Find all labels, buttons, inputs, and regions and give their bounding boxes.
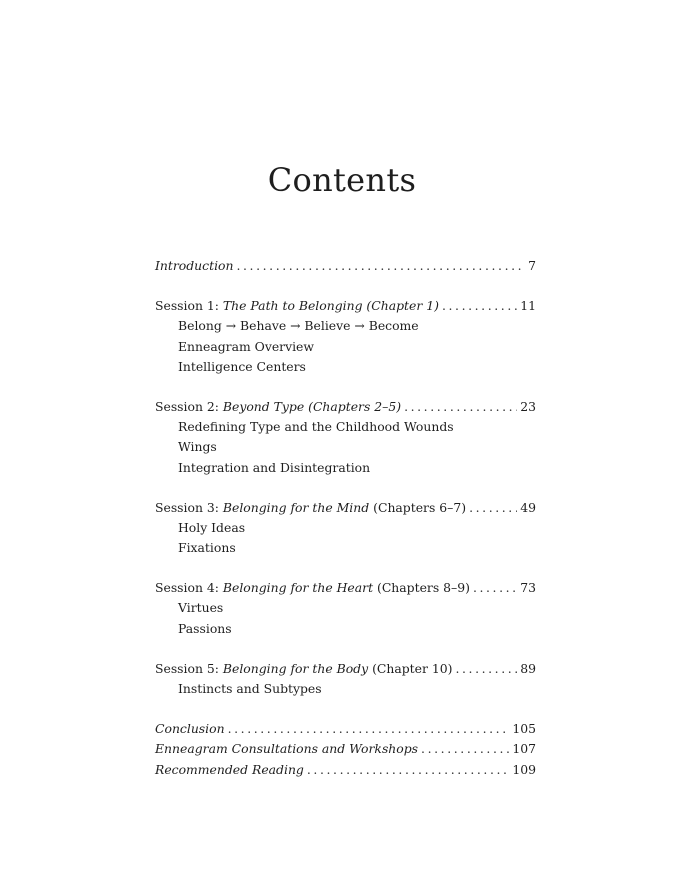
- toc-entry-session-3: [155, 498, 536, 518]
- toc-entry-introduction: [155, 256, 536, 276]
- toc-entry-label: Session 5: Belonging for the Body (Chapter 10): [155, 660, 453, 676]
- page-number: 73: [520, 580, 536, 596]
- toc-entry-consultations: [155, 739, 536, 759]
- dot-leader: [228, 719, 510, 739]
- toc-subtopic: Instincts and Subtypes: [178, 681, 322, 696]
- toc-subtopic: Virtues: [178, 600, 224, 616]
- page-number: 105: [512, 721, 536, 737]
- toc-subtopic: Integration and Disintegration: [178, 459, 371, 475]
- toc-entry-conclusion: [155, 719, 536, 739]
- table-of-contents: [155, 256, 536, 780]
- toc-subtopic: Redefining Type and the Childhood Wounds: [178, 419, 454, 435]
- dot-leader: [442, 296, 517, 316]
- toc-entry-label: Session 2: Beyond Type (Chapters 2–5): [155, 398, 402, 414]
- toc-entry-recommended-reading: [155, 760, 536, 780]
- dot-leader: [473, 578, 517, 598]
- page-title: Contents: [267, 161, 417, 199]
- toc-entry-label: Conclusion: [155, 721, 225, 737]
- toc-entry-label: Introduction: [155, 258, 234, 273]
- toc-entry-label: Enneagram Consultations and Workshops: [155, 741, 419, 757]
- toc-entry-label: Session 1: The Path to Belonging (Chapter 1): [155, 298, 439, 314]
- dot-leader: [469, 498, 517, 518]
- dot-leader: [421, 739, 509, 759]
- toc-entry-session-5: [155, 659, 536, 679]
- page-number: 109: [512, 761, 536, 777]
- toc-subtopic: Passions: [178, 620, 232, 636]
- page-number: 49: [520, 499, 536, 515]
- toc-subtopic: Belong → Behave → Believe → Become: [178, 318, 419, 334]
- dot-leader: [236, 256, 525, 276]
- toc-entry-session-2: [155, 397, 536, 417]
- toc-subtopic: Fixations: [178, 540, 236, 556]
- toc-subtopic: Enneagram Overview: [178, 338, 314, 354]
- page-number: 107: [512, 741, 536, 757]
- toc-subtopic: Holy Ideas: [178, 519, 246, 535]
- page-number: 89: [520, 660, 536, 676]
- dot-leader: [404, 397, 517, 417]
- toc-subtopic: Wings: [178, 439, 217, 455]
- toc-entry-label: Recommended Reading: [155, 761, 304, 777]
- toc-entry-session-4: [155, 578, 536, 598]
- toc-subtopic: Intelligence Centers: [178, 358, 306, 374]
- page-number: 23: [520, 398, 536, 414]
- page-number: 11: [520, 298, 536, 314]
- dot-leader: [455, 659, 517, 679]
- toc-entry-label: Session 4: Belonging for the Heart (Chapters 8–9): [155, 580, 470, 596]
- toc-entry-session-1: [155, 296, 536, 316]
- toc-entry-label: Session 3: Belonging for the Mind (Chapters 6–7): [155, 499, 467, 515]
- page-number: 7: [528, 258, 536, 273]
- dot-leader: [307, 760, 509, 780]
